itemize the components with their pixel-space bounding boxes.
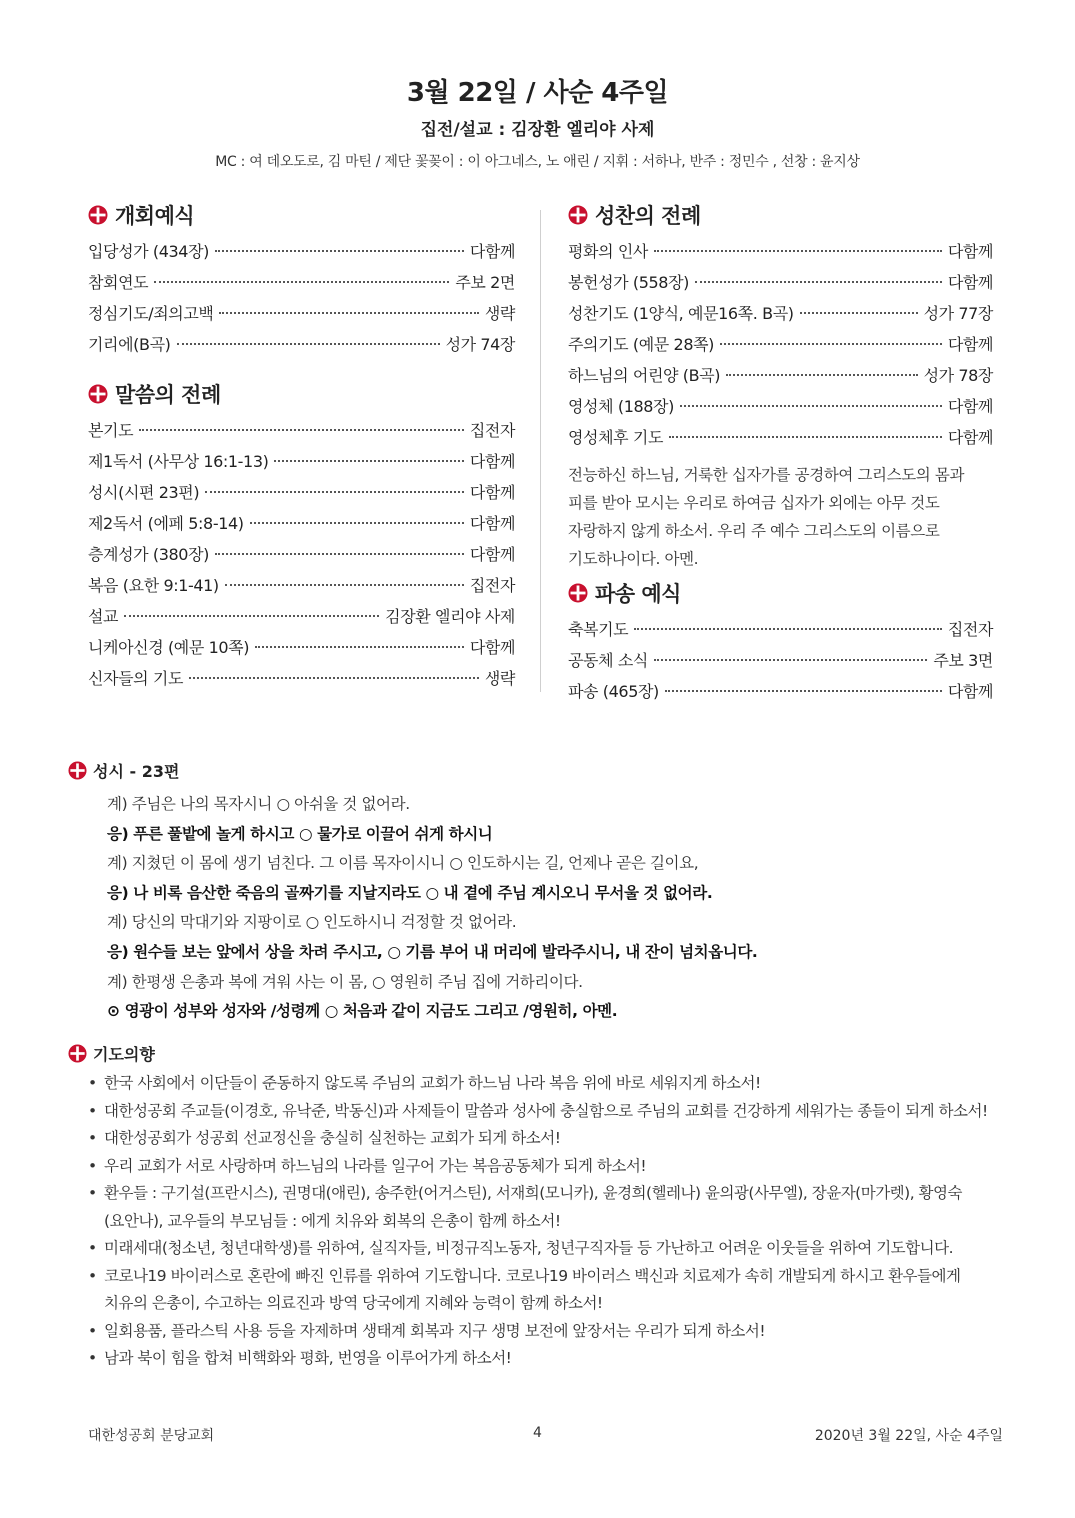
opening-list	[88, 239, 515, 363]
order-value: 다함께	[947, 242, 993, 261]
order-value: 집전자	[469, 421, 515, 440]
order-row	[568, 394, 993, 425]
psalm-response-line: ⊙ 영광이 성부와 성자와 /성령께 ○ 처음과 같이 지금도 그리고 /영원히, 아멘.	[107, 1002, 618, 1021]
intention-text: 일회용품, 플라스틱 사용 등을 자제하며 생태계 회복과 지구 생명 보전에 앞장서는 우리가 되게 하소서!	[104, 1321, 766, 1340]
spacer	[88, 363, 515, 377]
psalm-verse-line: 계) 당신의 막대기와 지팡이로 ○ 인도하시니 걱정할 것 없어라.	[107, 913, 517, 932]
dot-leader	[139, 429, 464, 431]
order-label: 니케아신경 (예문 10쪽)	[88, 638, 250, 657]
eucharist-list	[568, 239, 993, 456]
order-row	[88, 635, 515, 666]
intention-item	[88, 1070, 1008, 1098]
order-row	[88, 301, 515, 332]
footer-page-number: 4	[533, 1425, 542, 1441]
order-label: 성시(시편 23편)	[88, 483, 200, 502]
intentions-list	[88, 1070, 1008, 1373]
order-value: 김장환 엘리야 사제	[385, 607, 515, 626]
section-dismissal-header	[568, 576, 993, 610]
order-row	[88, 449, 515, 480]
order-value: 다함께	[469, 242, 515, 261]
order-label: 설교	[88, 607, 119, 626]
bullet-icon: •	[88, 1184, 97, 1202]
order-label: 영성체후 기도	[568, 428, 664, 447]
order-label: 참회연도	[88, 273, 149, 292]
psalm-verse-line: 계) 주님은 나의 목자시니 ○ 아쉬울 것 없어라.	[107, 795, 410, 813]
dot-leader	[695, 281, 942, 283]
dot-leader	[634, 628, 942, 630]
intention-text: 환우들 : 구기설(프란시스), 권명대(애린), 송주한(어거스틴), 서재희(모니카), 윤경희(헬레나) 윤의광(사무엘), 장윤자(마가렛), 황영숙(요안나), 교우들의 부모님들 : 에게 치유와 회복의 은총이 함께 하소서!	[104, 1184, 962, 1230]
post-communion-prayer: 전능하신 하느님, 거룩한 십자가를 공경하여 그리스도의 몸과 피를 받아 모시는 우리로 하여금 십자가 외에는 아무 것도 자랑하지 않게 하소서. 우리 주 예수 그리스도의 이름으로 기도하나이다. 아멘.	[568, 466, 965, 568]
order-label: 봉헌성가 (558장)	[568, 273, 689, 292]
order-row	[88, 239, 515, 270]
dot-leader	[720, 343, 942, 345]
order-label: 축복기도	[568, 620, 629, 639]
dot-leader	[669, 436, 942, 438]
dot-leader	[654, 659, 927, 661]
order-label: 층계성가 (380장)	[88, 545, 209, 564]
intention-text: 한국 사회에서 이단들이 준동하지 않도록 주님의 교회가 하느님 나라 복음 위에 바로 세워지게 하소서!	[104, 1074, 761, 1092]
red-cross-circle-icon	[68, 761, 87, 780]
red-cross-circle-icon	[568, 583, 588, 603]
psalm-response-line: 응) 원수들 보는 앞에서 상을 차려 주시고, ○ 기름 부어 내 머리에 발라주시니, 내 잔이 넘치옵니다.	[107, 942, 758, 961]
intention-item	[88, 1345, 1008, 1373]
order-value: 생략	[484, 669, 515, 688]
order-value: 다함께	[947, 397, 993, 416]
order-label: 파송 (465장)	[568, 682, 659, 701]
bullet-icon: •	[88, 1239, 97, 1257]
order-value: 성가 78장	[923, 366, 993, 385]
bullet-icon: •	[88, 1349, 97, 1367]
intention-text: 대한성공회 주교들(이경호, 유낙준, 박동신)과 사제들이 말씀과 성사에 충실함으로 주님의 교회를 건강하게 세워가는 종들이 되게 하소서!	[104, 1101, 988, 1120]
dot-leader	[219, 312, 478, 314]
order-row	[568, 648, 993, 679]
order-value: 주보 2면	[455, 273, 515, 292]
order-row	[88, 480, 515, 511]
dot-leader	[205, 491, 464, 493]
order-label: 제2독서 (에페 5:8-14)	[88, 514, 244, 533]
order-row	[88, 270, 515, 301]
intention-text: 미래세대(청소년, 청년대학생)를 위하여, 실직자들, 비정규직노동자, 청년구직자들 등 가난하고 어려운 이웃들을 위하여 기도합니다.	[104, 1239, 953, 1257]
left-column	[88, 198, 515, 697]
order-row	[88, 542, 515, 573]
order-row	[568, 270, 993, 301]
intention-text: 우리 교회가 서로 사랑하며 하느님의 나라를 일구어 가는 복음공동체가 되게 하소서!	[104, 1156, 647, 1175]
order-value: 다함께	[469, 452, 515, 471]
psalm-verse-line: 계) 한평생 은총과 복에 겨워 사는 이 몸, ○ 영원히 주님 집에 거하리이다.	[107, 972, 583, 991]
intention-text: 코로나19 바이러스로 혼란에 빠진 인류를 위하여 기도합니다. 코로나19 바이러스 백신과 치료제가 속히 개발되게 하시고 환우들에게 치유의 은총이, 수고하는 의료진과 방역 당국에게 지혜와 능력이 함께 하소서!	[104, 1266, 961, 1312]
intention-item	[88, 1235, 1008, 1263]
order-row	[568, 679, 993, 710]
psalm-verse-line: 계) 지쳤던 이 몸에 생기 넘친다. 그 이름 목자이시니 ○ 인도하시는 길, 언제나 곧은 길이요,	[107, 854, 699, 873]
psalm-title: 성시 - 23편	[93, 761, 180, 781]
order-value: 다함께	[947, 273, 993, 292]
section-word-header	[88, 377, 515, 411]
order-value: 다함께	[469, 545, 515, 564]
officiant-line: 집전/설교 : 김장환 엘리야 사제	[420, 120, 655, 140]
psalm-header	[68, 757, 179, 783]
dot-leader	[654, 250, 942, 252]
red-cross-circle-icon	[88, 205, 108, 225]
column-divider	[540, 210, 541, 692]
order-label: 복음 (요한 9:1-41)	[88, 576, 219, 595]
red-cross-circle-icon	[68, 1044, 87, 1063]
order-row	[88, 332, 515, 363]
dot-leader	[215, 553, 464, 555]
intentions-title: 기도의향	[93, 1044, 155, 1064]
order-value: 집전자	[947, 620, 993, 639]
page-title: 3월 22일 / 사순 4주일	[406, 78, 669, 108]
bullet-icon: •	[88, 1129, 97, 1147]
bullet-icon: •	[88, 1321, 97, 1340]
order-value: 성가 74장	[445, 335, 515, 354]
bullet-icon: •	[88, 1101, 97, 1120]
order-value: 다함께	[469, 483, 515, 502]
order-row	[88, 666, 515, 697]
order-value: 성가 77장	[923, 304, 993, 323]
section-title: 성찬의 전례	[595, 204, 701, 228]
psalm-response-line: 응) 나 비록 음산한 죽음의 골짜기를 지날지라도 ○ 내 곁에 주님 계시오니 무서울 것 없어라.	[107, 883, 713, 902]
order-label: 성찬기도 (1양식, 예문16쪽. B곡)	[568, 304, 794, 323]
red-cross-circle-icon	[568, 205, 588, 225]
order-row	[88, 604, 515, 635]
dot-leader	[800, 312, 918, 314]
intention-item	[88, 1098, 1008, 1126]
order-row	[88, 418, 515, 449]
intention-item	[88, 1125, 1008, 1153]
order-value: 다함께	[947, 335, 993, 354]
section-title: 파송 예식	[595, 582, 681, 606]
red-cross-circle-icon	[88, 384, 108, 404]
dot-leader	[177, 343, 440, 345]
order-label: 영성체 (188장)	[568, 397, 674, 416]
footer-church-name: 대한성공회 분당교회	[88, 1428, 215, 1444]
bullet-icon: •	[88, 1074, 97, 1092]
dismissal-list	[568, 617, 993, 710]
intention-text: 대한성공회가 성공회 선교정신을 충실히 실천하는 교회가 되게 하소서!	[104, 1129, 561, 1147]
bullet-icon: •	[88, 1266, 97, 1285]
order-value: 주보 3면	[933, 651, 993, 670]
order-label: 제1독서 (사무상 16:1-13)	[88, 452, 269, 471]
section-title: 말씀의 전례	[115, 383, 221, 407]
order-label: 신자들의 기도	[88, 669, 184, 688]
dot-leader	[726, 374, 917, 376]
dot-leader	[124, 615, 379, 617]
psalm-response-line: 응) 푸른 풀밭에 놀게 하시고 ○ 물가로 이끌어 쉬게 하시니	[107, 824, 493, 843]
section-eucharist-header	[568, 198, 993, 232]
order-row	[568, 363, 993, 394]
intention-item	[88, 1153, 1008, 1181]
order-label: 공동체 소식	[568, 651, 648, 670]
dot-leader	[154, 281, 449, 283]
order-value: 다함께	[947, 428, 993, 447]
order-label: 입당성가 (434장)	[88, 242, 209, 261]
order-value: 다함께	[947, 682, 993, 701]
order-value: 다함께	[469, 514, 515, 533]
dot-leader	[255, 646, 464, 648]
dot-leader	[274, 460, 463, 462]
order-label: 주의기도 (예문 28쪽)	[568, 335, 715, 354]
dot-leader	[680, 405, 942, 407]
dot-leader	[665, 690, 942, 692]
psalm-lines	[107, 790, 1007, 1027]
order-label: 기리에(B곡)	[88, 335, 171, 354]
roles-line: MC : 여 데오도로, 김 마틴 / 제단 꽃꽂이 : 이 아그네스, 노 애린 / 지휘 : 서하나, 반주 : 정민수 , 선창 : 윤지상	[215, 154, 860, 170]
dot-leader	[189, 677, 479, 679]
footer-date: 2020년 3월 22일, 사순 4주일	[814, 1428, 1003, 1444]
order-value: 다함께	[469, 638, 515, 657]
order-value: 생략	[484, 304, 515, 323]
intention-text: 남과 북이 힘을 합쳐 비핵화와 평화, 번영을 이루어가게 하소서!	[104, 1349, 512, 1367]
order-value: 집전자	[469, 576, 515, 595]
intention-item	[88, 1263, 1008, 1318]
order-row	[88, 573, 515, 604]
section-title: 개회예식	[115, 204, 195, 228]
intention-item	[88, 1318, 1008, 1346]
dot-leader	[225, 584, 464, 586]
order-row	[568, 301, 993, 332]
word-list	[88, 418, 515, 697]
intention-item	[88, 1180, 1008, 1235]
order-label: 평화의 인사	[568, 242, 648, 261]
order-row	[568, 617, 993, 648]
intentions-header	[68, 1040, 155, 1066]
order-row	[568, 239, 993, 270]
section-opening-header	[88, 198, 515, 232]
order-row	[88, 511, 515, 542]
bullet-icon: •	[88, 1156, 97, 1175]
order-label: 본기도	[88, 421, 134, 440]
order-label: 하느님의 어린양 (B곡)	[568, 366, 721, 385]
dot-leader	[215, 250, 464, 252]
dot-leader	[250, 522, 464, 524]
order-label: 정심기도/죄의고백	[88, 304, 214, 323]
order-row	[568, 332, 993, 363]
order-row	[568, 425, 993, 456]
right-column	[568, 198, 993, 710]
